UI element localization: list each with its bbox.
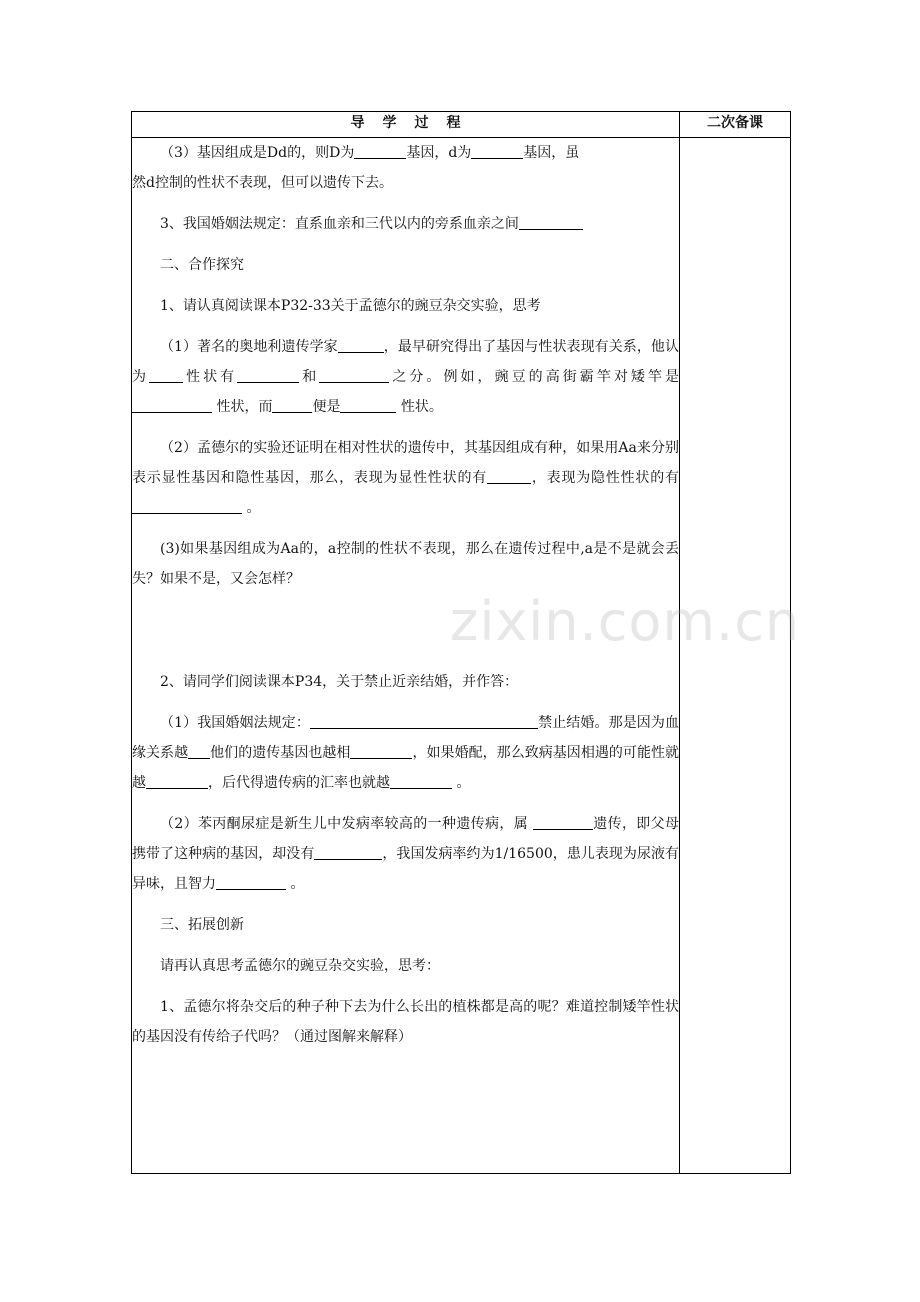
answer-blank[interactable] xyxy=(471,142,523,159)
answer-blank[interactable] xyxy=(149,366,183,383)
answer-blank[interactable] xyxy=(338,336,384,353)
paragraph-tall-plants-question: 1、孟德尔将杂交后的种子种下去为什么长出的植株都是高的呢？难道控制矮竿性状的基因没有传给子代吗？（通过图解来解释） xyxy=(132,999,679,1045)
second-preparation-cell[interactable] xyxy=(680,138,791,1174)
answer-space[interactable] xyxy=(132,605,679,667)
main-column-header: 导学过程 xyxy=(132,112,680,138)
answer-blank[interactable] xyxy=(188,742,210,759)
answer-blank[interactable] xyxy=(519,213,583,230)
answer-blank[interactable] xyxy=(533,813,593,830)
paragraph-read-p32: 1、请认真阅读课本P32-33关于孟德尔的豌豆杂交实验，思考 xyxy=(160,298,541,314)
answer-blank[interactable] xyxy=(314,843,382,860)
paragraph-read-p34: 2、请同学们阅读课本P34，关于禁止近亲结婚，并作答： xyxy=(160,674,519,690)
section-heading-cooperation: 二、合作探究 xyxy=(160,257,244,273)
header-row xyxy=(132,112,791,138)
paragraph-marriage-law: 3、我国婚姻法规定：直系血亲和三代以内的旁系血亲之间 xyxy=(132,209,679,239)
paragraph-genotype-aa: （2）孟德尔的实验还证明在相对性状的遗传中，其基因组成有种，如果用Aa来分别表示显性基因和隐性基因，那么，表现为显性性状的有 ，表现为隐性性状的有 。 xyxy=(132,440,680,516)
answer-blank[interactable] xyxy=(350,742,412,759)
side-column-header: 二次备课 xyxy=(680,112,791,138)
paragraph-genotype-dd: （3）基因组成是Dd的，则D为 基因，d为 基因，虽 然d控制的性状不表现，但可以遗传下去。 xyxy=(132,138,679,198)
answer-blank[interactable] xyxy=(319,366,389,383)
lesson-table xyxy=(131,111,791,1174)
answer-blank[interactable] xyxy=(216,873,286,890)
paragraph-consanguineous-marriage: （1）我国婚姻法规定： 禁止结婚。那是因为血缘关系越 他们的遗传基因也越相 ，如果婚配，那么致病基因相遇的可能性就越 ，后代得遗传病的汇率也就越 。 xyxy=(132,708,679,798)
answer-blank[interactable] xyxy=(340,396,396,413)
answer-blank[interactable] xyxy=(132,396,212,413)
main-content-cell xyxy=(132,138,680,1174)
answer-blank[interactable] xyxy=(310,712,538,729)
answer-blank[interactable] xyxy=(354,142,406,159)
answer-blank[interactable] xyxy=(237,366,299,383)
answer-blank[interactable] xyxy=(132,497,242,514)
paragraph-think-again: 请再认真思考孟德尔的豌豆杂交实验，思考： xyxy=(160,958,440,974)
answer-blank[interactable] xyxy=(146,772,208,789)
section-heading-extension: 三、拓展创新 xyxy=(160,917,244,933)
paragraph-recessive-question: (3)如果基因组成为Aa的，a控制的性状不表现，那么在遗传过程中,a是不是就会丢失？如果不是，又会怎样？ xyxy=(132,541,679,587)
paragraph-mendel-traits: （1）著名的奥地利遗传学家 ，最早研究得出了基因与性状表现有关系，他认为 性状有 和 之分。例如，豌豆的高街霸竿对矮竿是 性状，而 便是 性状。 xyxy=(132,332,679,422)
answer-blank[interactable] xyxy=(487,467,531,484)
answer-blank[interactable] xyxy=(272,396,312,413)
paragraph-phenylketonuria: （2）苯丙酮尿症是新生儿中发病率较高的一种遗传病，属 遗传，即父母携带了这种病的基因，却没有 ，我国发病率约为1/16500，患儿表现为尿液有异味，且智力 。 xyxy=(132,809,679,899)
answer-blank[interactable] xyxy=(390,772,452,789)
content-row xyxy=(132,138,791,1174)
watermark: zixin.com.cn xyxy=(450,590,801,653)
